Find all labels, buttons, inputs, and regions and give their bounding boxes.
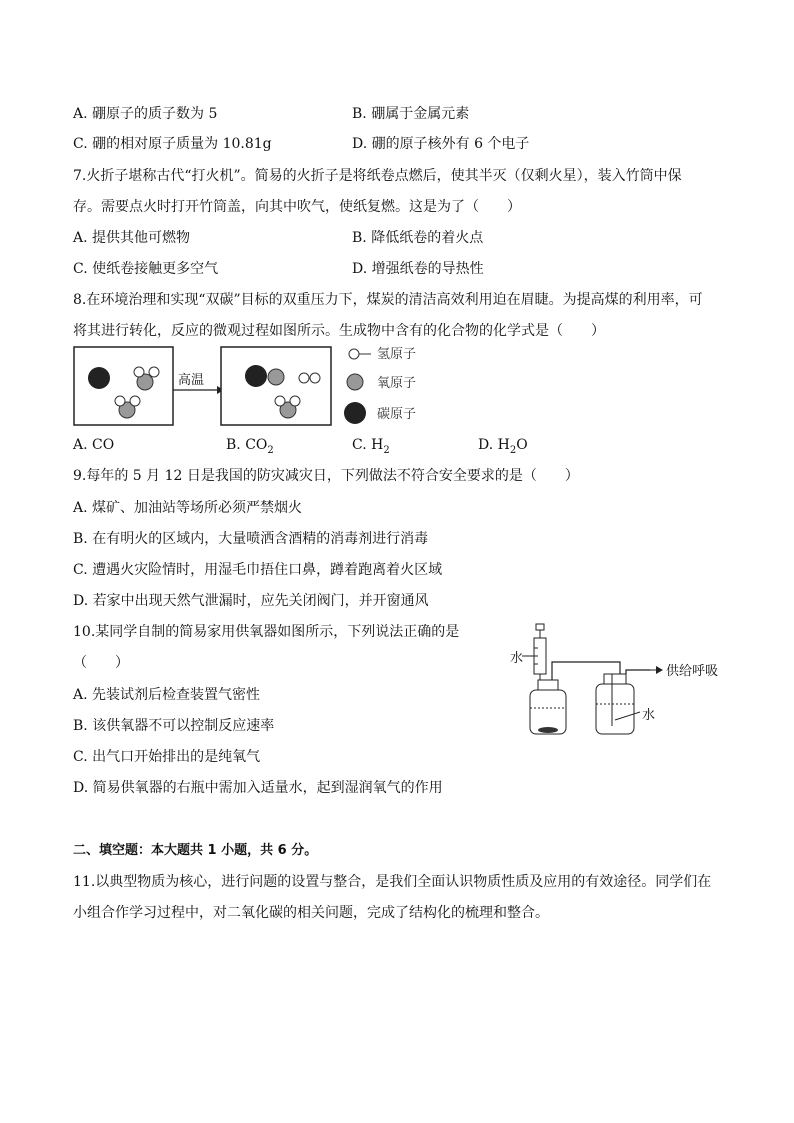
q7-option-c: C. 使纸卷接触更多空气 (73, 261, 219, 277)
q9-option-c: C. 遭遇火灾险情时，用湿毛巾捂住口鼻，蹲着跑离着火区域 (73, 562, 443, 578)
carbon-atom (245, 365, 267, 387)
q8-stem-line1: 8.在环境治理和实现“双碳”目标的双重压力下，煤炭的清洁高效利用迫在眉睫。为提高煤的利用率，可 (73, 292, 703, 308)
legend-carbon-symbol (344, 402, 366, 424)
q9-option-b: B. 在有明火的区域内，大量喷洒含酒精的消毒剂进行消毒 (73, 531, 429, 547)
legend-oxygen-symbol (347, 374, 363, 390)
q9-stem: 9.每年的 5 月 12 日是我国的防灾减灾日，下列做法不符合安全要求的是（ ） (73, 468, 579, 484)
q7-option-d: D. 增强纸卷的导热性 (352, 261, 484, 277)
q8-option-c: C. $H_2$ (352, 437, 390, 456)
hydrogen-atom (130, 396, 140, 406)
outlet-arrow (656, 666, 663, 674)
arrow-label: 高温 (178, 373, 205, 388)
hydrogen-atom (290, 396, 300, 406)
hydrogen-atom (134, 367, 144, 377)
q11-line2: 小组合作学习过程中，对二氧化碳的相关问题，完成了结构化的梳理和整合。 (73, 905, 549, 921)
q11-line1: 11.以典型物质为核心，进行问题的设置与整合，是我们全面认识物质性质及应用的有效途径。同学们在 (73, 874, 712, 890)
q7-stem-line1: 7.火折子堪称古代“打火机”。简易的火折子是将纸卷点燃后，使其半灭（仅剩火星），装入竹筒中保 (73, 168, 682, 184)
water-label-right: 水 (642, 708, 656, 723)
carbon-atom (88, 367, 110, 389)
reaction-diagram (73, 346, 453, 428)
q7-stem-line2: 存。需要点火时打开竹筒盖，向其中吹气，使纸复燃。这是为了（ ） (73, 199, 521, 215)
q6-option-c: C. 硼的相对原子质量为 10.81g (73, 136, 272, 152)
legend-hydrogen-symbol (349, 349, 359, 359)
q7-option-b: B. 降低纸卷的着火点 (352, 230, 484, 246)
q10-stem-line1: 10.某同学自制的简易家用供氧器如图所示，下列说法正确的是 (73, 624, 460, 640)
legend-hydrogen-label: 氢原子 (377, 347, 417, 362)
q10-option-b: B. 该供氧器不可以控制反应速率 (73, 718, 275, 734)
syringe-plunger (536, 624, 544, 630)
oxygen-atom (268, 369, 284, 385)
q8-option-b: B. $CO_2$ (226, 437, 274, 456)
supply-label: 供给呼吸 (666, 664, 719, 679)
q6-option-b: B. 硼属于金属元素 (352, 106, 470, 122)
oxygen-generator-diagram (500, 622, 730, 742)
hydrogen-atom (310, 373, 320, 383)
hydrogen-atom (115, 396, 125, 406)
hydrogen-atom (149, 367, 159, 377)
q8-option-a: A. CO (73, 437, 115, 453)
legend-carbon-label: 碳原子 (377, 407, 417, 422)
q8-stem-line2: 将其进行转化，反应的微观过程如图所示。生成物中含有的化合物的化学式是（ ） (73, 323, 605, 339)
section-title: 二、填空题：本大题共 1 小题，共 6 分。 (73, 843, 318, 858)
right-bottle-cap (604, 674, 626, 684)
q8-option-d: D. $H_2O$ (478, 437, 528, 456)
q10-option-d: D. 简易供氧器的右瓶中需加入适量水，起到湿润氧气的作用 (73, 780, 443, 796)
q6-option-d: D. 硼的原子核外有 6 个电子 (352, 136, 530, 152)
q10-stem-line2: （ ） (73, 655, 129, 671)
outlet-tube (626, 670, 650, 674)
left-bottle-cap (538, 680, 558, 690)
legend-oxygen-label: 氧原子 (377, 376, 417, 391)
q7-option-a: A. 提供其他可燃物 (73, 230, 191, 246)
q9-option-a: A. 煤矿、加油站等场所必须严禁烟火 (73, 500, 303, 516)
product-box (221, 347, 331, 425)
q10-option-c: C. 出气口开始排出的是纯氧气 (73, 749, 261, 765)
q10-option-a: A. 先装试剂后检查装置气密性 (73, 687, 261, 703)
q9-option-d: D. 若家中出现天然气泄漏时，应先关闭阀门，并开窗通风 (73, 593, 429, 609)
water-label-left: 水 (510, 651, 524, 666)
left-bottle-solid (538, 727, 558, 733)
hydrogen-atom (275, 396, 285, 406)
right-bottle (596, 684, 634, 734)
q6-option-a: A. 硼原子的质子数为 5 (73, 106, 218, 122)
hydrogen-atom (299, 373, 309, 383)
